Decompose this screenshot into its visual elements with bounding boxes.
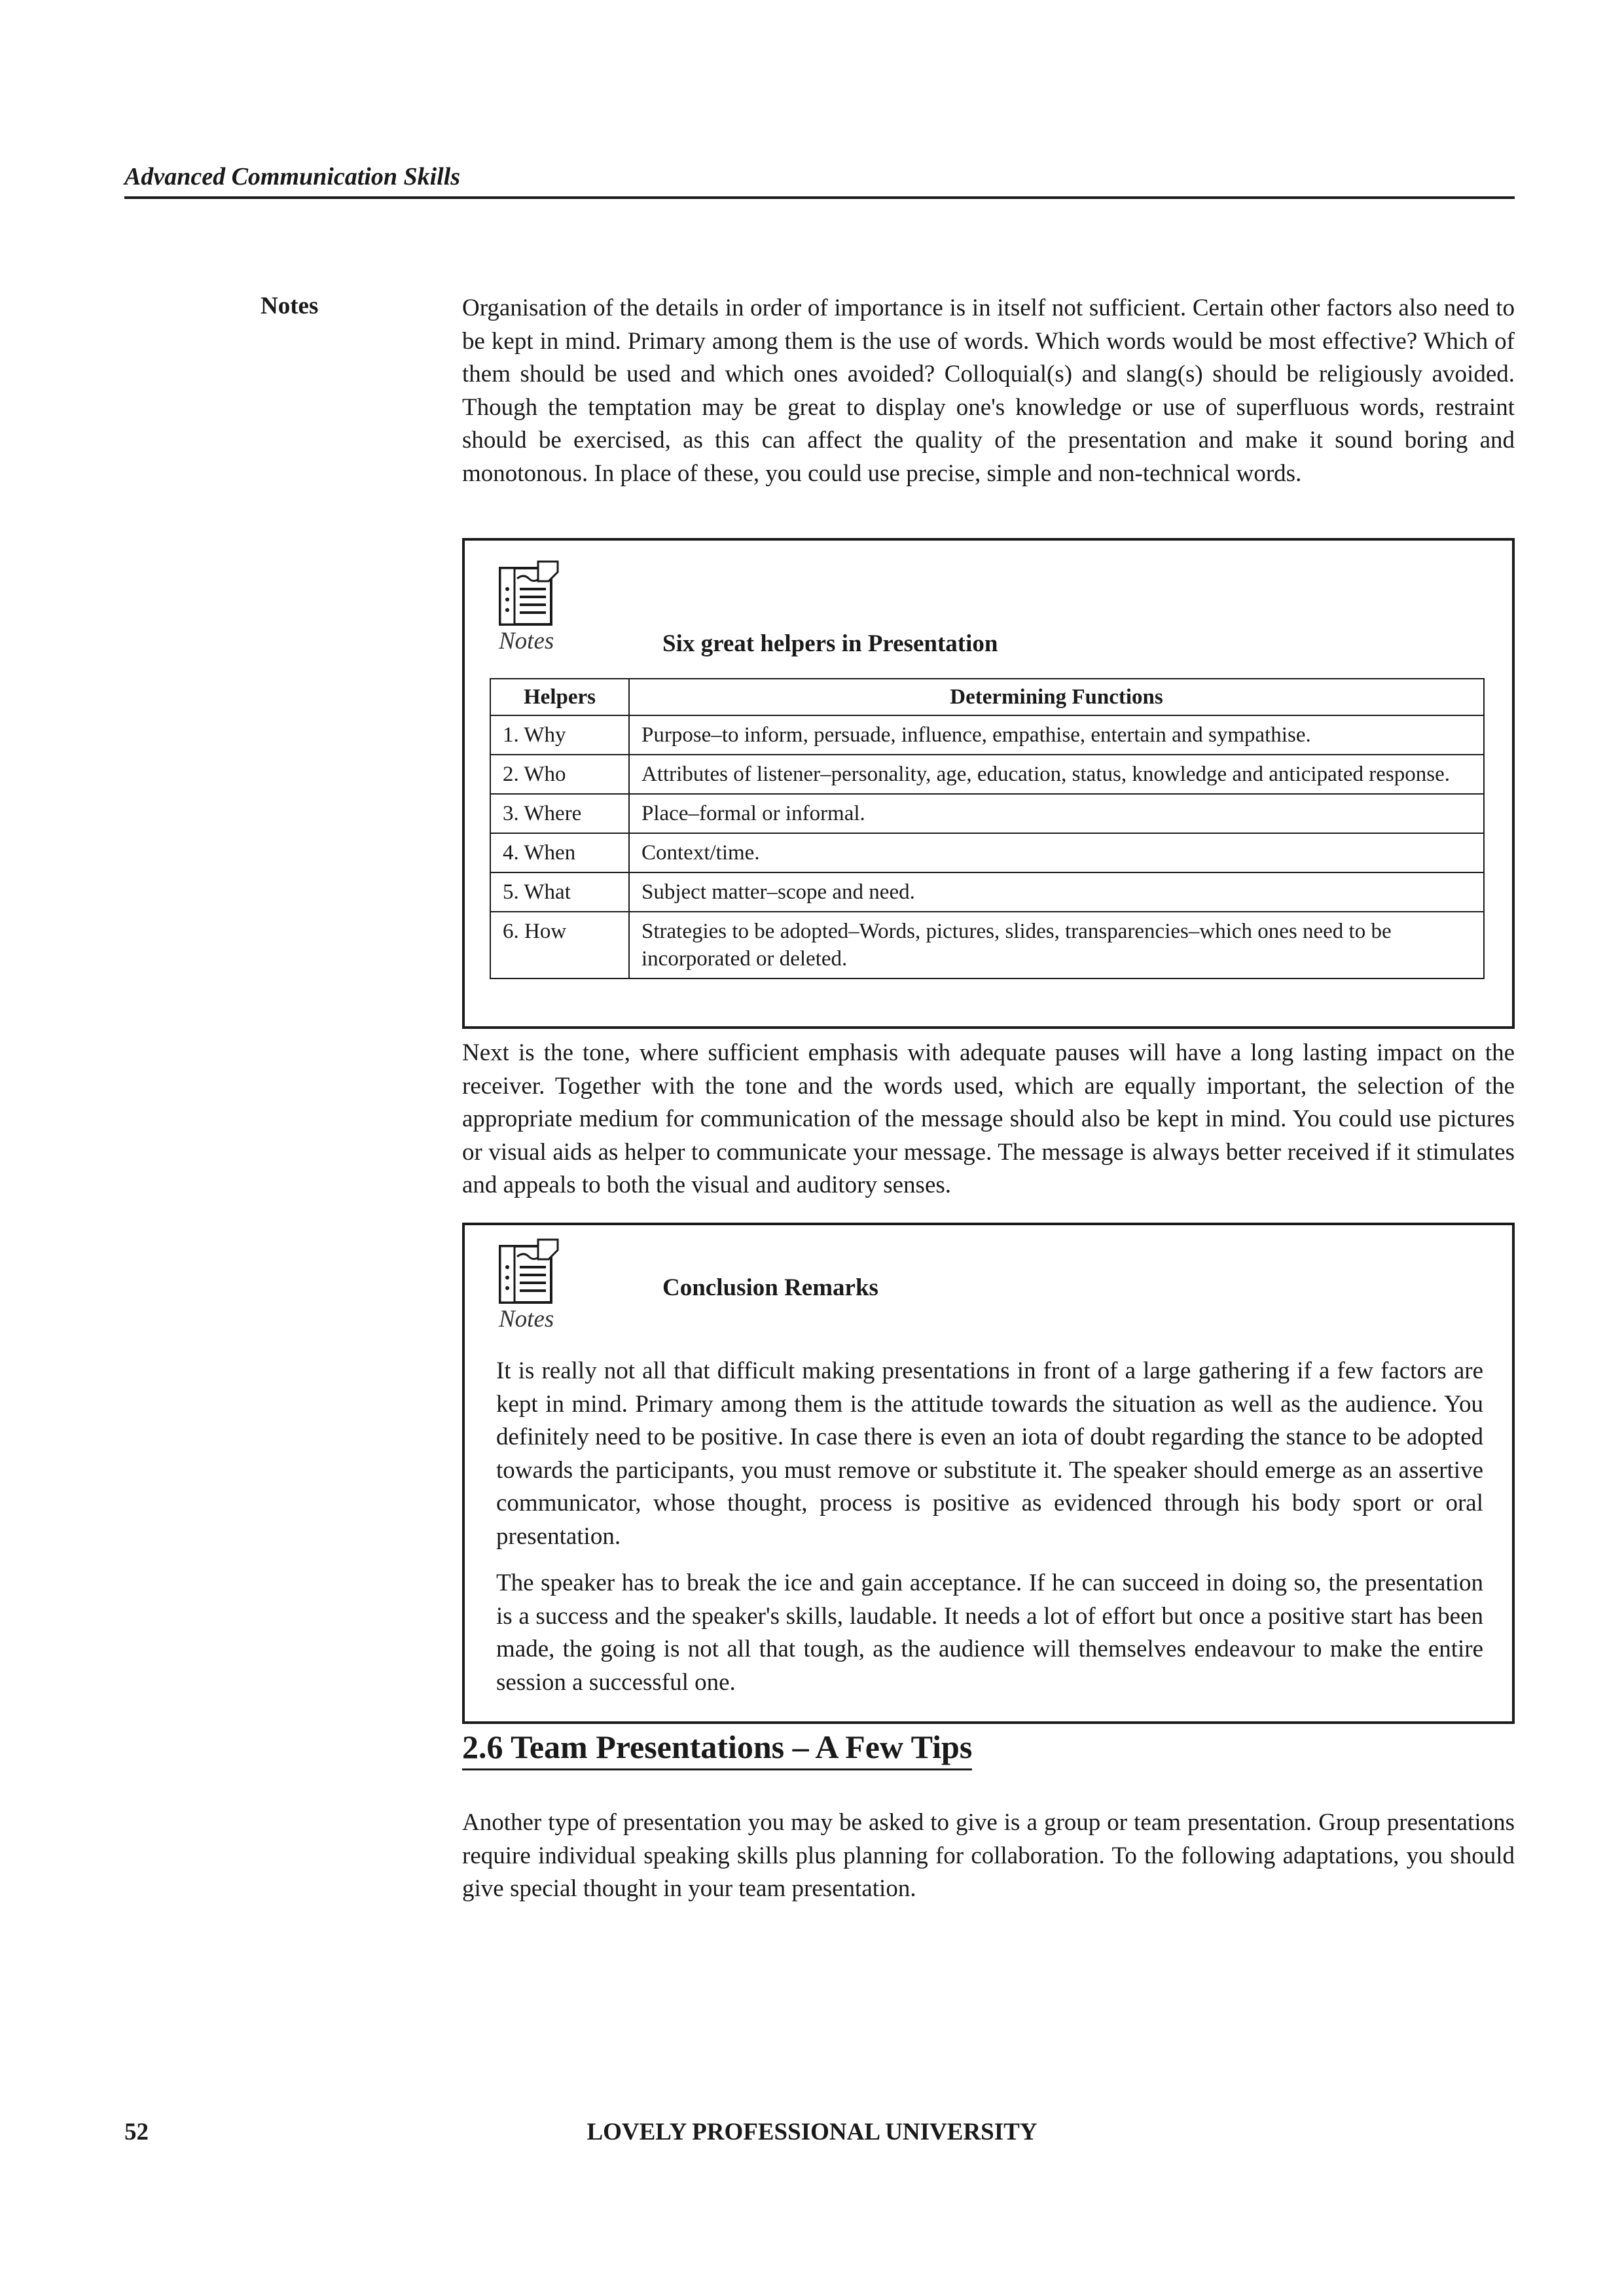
function-cell: Strategies to be adopted–Words, pictures, slides, transparencies–which ones need to be incorporated or deleted. — [629, 912, 1484, 978]
table-row — [490, 912, 1484, 978]
notes-icon-caption: Notes — [499, 628, 554, 655]
helper-cell: 5. What — [490, 872, 629, 912]
notes-icon — [497, 559, 563, 627]
helper-cell: 4. When — [490, 833, 629, 872]
function-cell: Attributes of listener–personality, age, education, status, knowledge and anticipated response. — [629, 755, 1484, 794]
running-header: Advanced Communication Skills — [124, 162, 1515, 199]
function-cell: Place–formal or informal. — [629, 794, 1484, 833]
section-heading: 2.6 Team Presentations – A Few Tips — [462, 1728, 972, 1770]
function-cell: Purpose–to inform, persuade, influence, empathise, entertain and sympathise. — [629, 715, 1484, 755]
conclusion-paragraph-1: It is really not all that difficult making presentations in front of a large gathering if a few factors are kept in mind. Primary among them is the attitude towards the situation as well as the audience. You definitely need to be positive. In case there is even an iota of doubt regarding the stance to be adopted towards the participants, you must remove or substitute it. The speaker should emerge as an assertive communicator, whose thought, process is positive as evidenced through his body sport or oral presentation. — [496, 1357, 1483, 1550]
helper-cell: 2. Who — [490, 755, 629, 794]
helper-cell: 3. Where — [490, 794, 629, 833]
conclusion-paragraph-2: The speaker has to break the ice and gain acceptance. If he can succeed in doing so, the presentation is a success and the speaker's skills, laudable. It needs a lot of effort but once a positive start has been made, the going is not all that tough, as the audience will themselves endeavour to make the entire session a successful one. — [496, 1570, 1483, 1696]
function-cell: Subject matter–scope and need. — [629, 872, 1484, 912]
box-title: Six great helpers in Presentation — [662, 630, 998, 657]
body-paragraph-2: Next is the tone, where sufficient emphasis with adequate pauses will have a long lasting impact on the receiver. Together with the tone and the words used, which are equally important, the selection of the appropriate medium for communication of the message should also be kept in mind. You could use pictures or visual aids as helper to communicate your message. The message is always better received if it stimulates and appeals to both the visual and auditory senses. — [462, 1039, 1515, 1198]
table-row — [490, 755, 1484, 794]
function-cell: Context/time. — [629, 833, 1484, 872]
helper-cell: 1. Why — [490, 715, 629, 755]
column-header: Determining Functions — [629, 679, 1484, 715]
box-title: Conclusion Remarks — [662, 1274, 878, 1301]
footer-university: LOVELY PROFESSIONAL UNIVERSITY — [586, 2119, 1038, 2145]
body-paragraph-1: Organisation of the details in order of importance is in itself not sufficient. Certain other factors also need to be kept in mind. Primary among them is the use of words. Which words would be most effective? Which of them should be used and which ones avoided? Colloquial(s) and slang(s) should be religiously avoided. Though the temptation may be great to display one's knowledge or use of superfluous words, restraint should be exercised, as this can affect the quality of the presentation and make it sound boring and monotonous. In place of these, you could use precise, simple and non-technical words. — [462, 295, 1515, 487]
helper-cell: 6. How — [490, 912, 629, 978]
margin-notes-label: Notes — [261, 293, 319, 319]
table-row — [490, 833, 1484, 872]
table-row — [490, 872, 1484, 912]
notes-box-helpers — [462, 538, 1515, 1029]
body-paragraph-3: Another type of presentation you may be asked to give is a group or team presentation. Group presentations require individual speaking skills plus planning for collaboration. To the following adaptations, you should give special thought in your team presentation. — [462, 1809, 1515, 1902]
table-row — [490, 715, 1484, 755]
helpers-table — [490, 678, 1485, 979]
table-row — [490, 794, 1484, 833]
notes-icon-caption: Notes — [499, 1306, 554, 1333]
table-header-row — [490, 679, 1484, 715]
notes-icon — [497, 1237, 563, 1305]
notes-box-conclusion — [462, 1223, 1515, 1724]
page-number: 52 — [124, 2119, 149, 2145]
column-header: Helpers — [490, 679, 629, 715]
